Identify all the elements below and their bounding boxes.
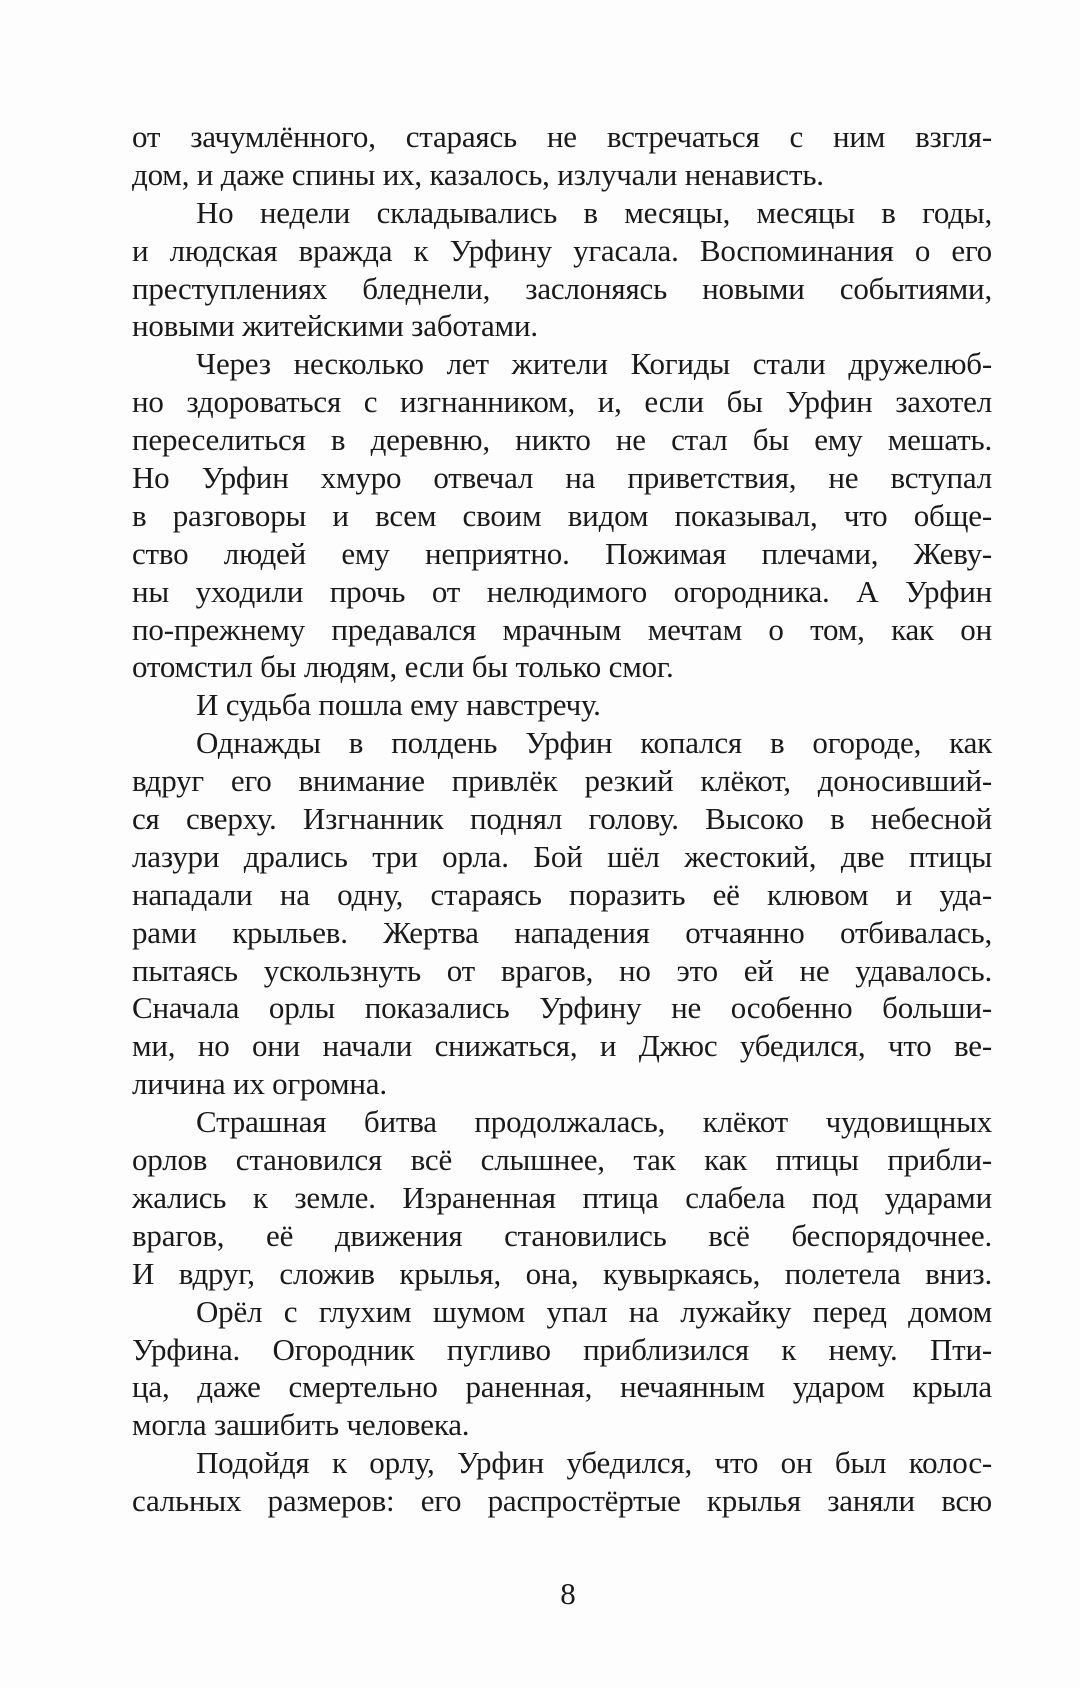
body-text <box>132 118 992 1520</box>
text-line: Однажды в полдень Урфин копался в огороде, как <box>196 725 992 761</box>
text-line: отомстил бы людям, если бы только смог. <box>132 649 674 685</box>
text-line: в разговоры и всем своим видом показывал, что обще- <box>132 497 992 533</box>
text-line: И судьба пошла ему навстречу. <box>196 687 601 723</box>
text-line: И вдруг, сложив крылья, она, кувыркаясь, полетела вниз. <box>132 1255 992 1291</box>
text-line: по-прежнему предавался мрачным мечтам о том, как он <box>132 611 992 647</box>
text-line: ство людей ему неприятно. Пожимая плечами, Жеву- <box>132 535 992 571</box>
text-line: ца, даже смертельно раненная, нечаянным ударом крыла <box>132 1369 992 1405</box>
text-line: от зачумлённого, стараясь не встречаться с ним взгля- <box>132 119 992 154</box>
text-line: нападали на одну, стараясь поразить её клювом и уда- <box>132 876 992 912</box>
text-line: сальных размеров: его распростёртые крылья заняли всю <box>132 1483 992 1519</box>
text-line: врагов, её движения становились всё беспорядочнее. <box>132 1217 992 1253</box>
text-line: Страшная битва продолжалась, клёкот чудовищных <box>196 1104 992 1140</box>
text-line: Но недели складывались в месяцы, месяцы в годы, <box>196 194 992 230</box>
text-line: пытаясь ускользнуть от врагов, но это ей не удавалось. <box>132 952 992 988</box>
text-line: Но Урфин хмуро отвечал на приветствия, не вступал <box>132 460 992 496</box>
text-line: переселиться в деревню, никто не стал бы ему мешать. <box>132 422 992 458</box>
text-line: новыми житейскими заботами. <box>132 308 538 344</box>
text-line: но здороваться с изгнанником, и, если бы Урфин захотел <box>132 384 992 420</box>
text-line: Урфина. Огородник пугливо приблизился к нему. Пти- <box>132 1331 992 1367</box>
text-line: лазури дрались три орла. Бой шёл жестокий, две птицы <box>132 838 992 874</box>
text-line: вдруг его внимание привлёк резкий клёкот, доносивший- <box>132 763 992 799</box>
page-number: 8 <box>560 1576 576 1611</box>
text-line: Подойдя к орлу, Урфин убедился, что он был колос- <box>196 1445 992 1481</box>
text-line: дом, и даже спины их, казалось, излучали ненависть. <box>132 156 824 192</box>
text-line: и людская вражда к Урфину угасала. Воспоминания о его <box>132 232 992 268</box>
text-line: ны уходили прочь от нелюдимого огородника. А Урфин <box>132 573 992 609</box>
text-line: ми, но они начали снижаться, и Джюс убедился, что ве- <box>132 1028 992 1064</box>
text-line: орлов становился всё слышнее, так как птицы прибли- <box>132 1142 992 1178</box>
text-line: Сначала орлы показались Урфину не особенно больши- <box>132 990 992 1026</box>
text-line: ся сверху. Изгнанник поднял голову. Высоко в небесной <box>132 801 992 837</box>
text-line: преступлениях бледнели, заслоняясь новыми событиями, <box>132 270 992 306</box>
text-line: Через несколько лет жители Когиды стали дружелюб- <box>196 346 992 382</box>
text-line: могла зашибить человека. <box>132 1407 470 1443</box>
text-line: личина их огромна. <box>132 1066 387 1102</box>
text-line: Орёл с глухим шумом упал на лужайку перед домом <box>196 1293 992 1329</box>
text-line: рами крыльев. Жертва нападения отчаянно отбивалась, <box>132 914 992 950</box>
text-line: жались к земле. Израненная птица слабела под ударами <box>132 1179 992 1215</box>
